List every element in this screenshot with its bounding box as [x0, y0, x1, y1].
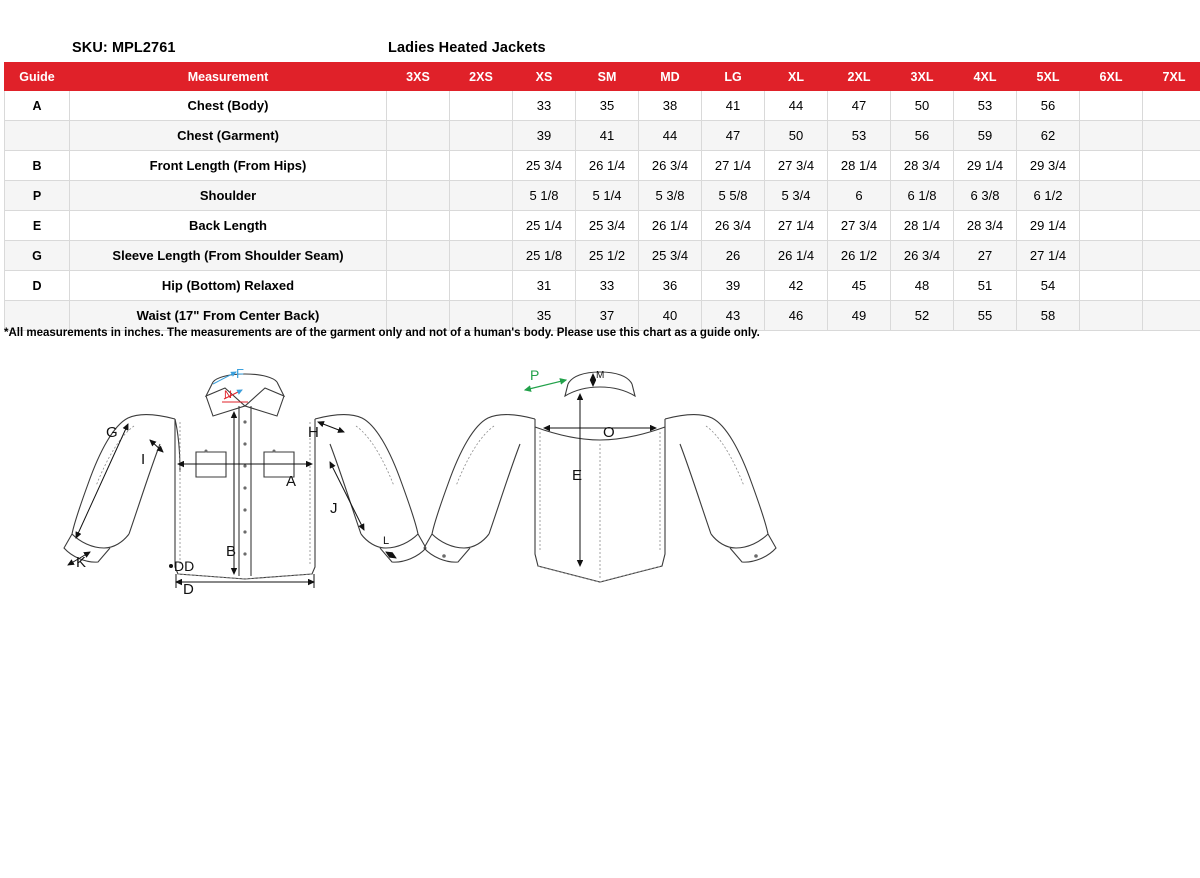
value-cell-xl: 26 1/4 [765, 241, 828, 271]
column-header-xs: XS [513, 63, 576, 91]
value-cell-md: 36 [639, 271, 702, 301]
table-row [5, 121, 1200, 151]
value-cell-sm: 26 1/4 [576, 151, 639, 181]
value-cell-2xl: 28 1/4 [828, 151, 891, 181]
value-cell-xl: 46 [765, 301, 828, 331]
value-cell-6xl [1080, 151, 1143, 181]
value-cell-md: 38 [639, 91, 702, 121]
value-cell-4xl: 27 [954, 241, 1017, 271]
column-header-3xl: 3XL [891, 63, 954, 91]
value-cell-2xs [450, 121, 513, 151]
column-header-7xl: 7XL [1143, 63, 1200, 91]
value-cell-3xs [387, 211, 450, 241]
value-cell-md: 5 3/8 [639, 181, 702, 211]
value-cell-7xl [1143, 241, 1200, 271]
value-cell-3xl: 28 1/4 [891, 211, 954, 241]
value-cell-2xs [450, 211, 513, 241]
value-cell-xl: 50 [765, 121, 828, 151]
value-cell-5xl: 27 1/4 [1017, 241, 1080, 271]
value-cell-lg: 47 [702, 121, 765, 151]
value-cell-3xl: 26 3/4 [891, 241, 954, 271]
value-cell-xs: 35 [513, 301, 576, 331]
guide-cell [5, 121, 70, 151]
diagram-label-DD: DD [174, 558, 195, 574]
column-header-6xl: 6XL [1080, 63, 1143, 91]
diagram-label-M: M [596, 370, 605, 381]
value-cell-6xl [1080, 241, 1143, 271]
column-header-sm: SM [576, 63, 639, 91]
value-cell-sm: 37 [576, 301, 639, 331]
value-cell-2xs [450, 91, 513, 121]
value-cell-5xl: 56 [1017, 91, 1080, 121]
measurement-cell: Chest (Garment) [70, 121, 387, 151]
measurement-cell: Hip (Bottom) Relaxed [70, 271, 387, 301]
value-cell-lg: 39 [702, 271, 765, 301]
diagram-label-H: H [308, 424, 319, 441]
value-cell-4xl: 55 [954, 301, 1017, 331]
size-chart-table [4, 62, 1200, 331]
value-cell-3xs [387, 181, 450, 211]
value-cell-4xl: 6 3/8 [954, 181, 1017, 211]
column-header-md: MD [639, 63, 702, 91]
value-cell-sm: 41 [576, 121, 639, 151]
value-cell-3xs [387, 151, 450, 181]
value-cell-6xl [1080, 181, 1143, 211]
guide-cell: P [5, 181, 70, 211]
value-cell-4xl: 53 [954, 91, 1017, 121]
measurement-cell: Waist (17" From Center Back) [70, 301, 387, 331]
diagram-label-I: I [141, 451, 146, 468]
value-cell-2xl: 6 [828, 181, 891, 211]
value-cell-2xl: 26 1/2 [828, 241, 891, 271]
value-cell-7xl [1143, 181, 1200, 211]
measurement-cell: Front Length (From Hips) [70, 151, 387, 181]
garment-diagram [0, 352, 1200, 622]
value-cell-xl: 5 3/4 [765, 181, 828, 211]
value-cell-xs: 33 [513, 91, 576, 121]
value-cell-6xl [1080, 211, 1143, 241]
diagram-label-B: B [226, 543, 237, 560]
value-cell-xs: 25 1/8 [513, 241, 576, 271]
table-row [5, 241, 1200, 271]
value-cell-5xl: 54 [1017, 271, 1080, 301]
front-garment-illustration [64, 374, 426, 579]
table-row [5, 301, 1200, 331]
value-cell-4xl: 51 [954, 271, 1017, 301]
value-cell-xl: 44 [765, 91, 828, 121]
diagram-label-L: L [383, 535, 390, 547]
value-cell-3xl: 28 3/4 [891, 151, 954, 181]
value-cell-sm: 35 [576, 91, 639, 121]
page-header [0, 40, 1200, 62]
value-cell-xs: 31 [513, 271, 576, 301]
value-cell-2xs [450, 241, 513, 271]
value-cell-3xs [387, 91, 450, 121]
value-cell-xl: 27 1/4 [765, 211, 828, 241]
value-cell-lg: 26 [702, 241, 765, 271]
product-title: Ladies Heated Jackets [388, 40, 546, 56]
value-cell-4xl: 28 3/4 [954, 211, 1017, 241]
value-cell-2xs [450, 271, 513, 301]
value-cell-lg: 27 1/4 [702, 151, 765, 181]
value-cell-2xl: 45 [828, 271, 891, 301]
value-cell-4xl: 59 [954, 121, 1017, 151]
value-cell-md: 40 [639, 301, 702, 331]
value-cell-3xl: 50 [891, 91, 954, 121]
guide-cell: E [5, 211, 70, 241]
value-cell-6xl [1080, 91, 1143, 121]
value-cell-2xl: 53 [828, 121, 891, 151]
value-cell-7xl [1143, 91, 1200, 121]
column-header-2xl: 2XL [828, 63, 891, 91]
value-cell-sm: 5 1/4 [576, 181, 639, 211]
value-cell-xs: 25 1/4 [513, 211, 576, 241]
value-cell-5xl: 29 1/4 [1017, 211, 1080, 241]
value-cell-3xs [387, 301, 450, 331]
guide-cell: D [5, 271, 70, 301]
value-cell-2xs [450, 301, 513, 331]
value-cell-7xl [1143, 301, 1200, 331]
measurement-cell: Sleeve Length (From Shoulder Seam) [70, 241, 387, 271]
value-cell-3xs [387, 241, 450, 271]
value-cell-7xl [1143, 121, 1200, 151]
diagram-label-A: A [286, 473, 297, 490]
value-cell-2xs [450, 181, 513, 211]
value-cell-3xs [387, 121, 450, 151]
value-cell-xl: 27 3/4 [765, 151, 828, 181]
diagram-label-F: F [236, 366, 244, 381]
measurement-footnote: *All measurements in inches. The measurements are of the garment only and not of a human's body. Please use this chart as a guide only. [4, 327, 760, 339]
value-cell-3xl: 52 [891, 301, 954, 331]
value-cell-2xs [450, 151, 513, 181]
value-cell-md: 26 3/4 [639, 151, 702, 181]
value-cell-4xl: 29 1/4 [954, 151, 1017, 181]
value-cell-6xl [1080, 121, 1143, 151]
value-cell-xs: 25 3/4 [513, 151, 576, 181]
measurement-cell: Back Length [70, 211, 387, 241]
value-cell-2xl: 47 [828, 91, 891, 121]
sku-label: SKU: MPL2761 [72, 40, 176, 56]
value-cell-lg: 43 [702, 301, 765, 331]
column-header-xl: XL [765, 63, 828, 91]
value-cell-md: 44 [639, 121, 702, 151]
diagram-label-N: N [224, 389, 232, 401]
value-cell-5xl: 58 [1017, 301, 1080, 331]
measurement-cell: Chest (Body) [70, 91, 387, 121]
value-cell-lg: 26 3/4 [702, 211, 765, 241]
table-header-row [5, 63, 1200, 91]
table-row [5, 91, 1200, 121]
value-cell-5xl: 29 3/4 [1017, 151, 1080, 181]
diagram-label-G: G [106, 424, 118, 441]
guide-cell [5, 301, 70, 331]
diagram-label-E: E [572, 467, 583, 484]
column-header-4xl: 4XL [954, 63, 1017, 91]
guide-cell: A [5, 91, 70, 121]
table-row [5, 271, 1200, 301]
value-cell-7xl [1143, 211, 1200, 241]
guide-cell: B [5, 151, 70, 181]
column-header-measurement: Measurement [70, 63, 387, 91]
value-cell-5xl: 6 1/2 [1017, 181, 1080, 211]
value-cell-7xl [1143, 151, 1200, 181]
value-cell-6xl [1080, 301, 1143, 331]
table-row [5, 211, 1200, 241]
measurement-cell: Shoulder [70, 181, 387, 211]
value-cell-5xl: 62 [1017, 121, 1080, 151]
table-row [5, 181, 1200, 211]
value-cell-6xl [1080, 271, 1143, 301]
value-cell-xl: 42 [765, 271, 828, 301]
value-cell-7xl [1143, 271, 1200, 301]
value-cell-sm: 33 [576, 271, 639, 301]
diagram-label-D: D [183, 581, 194, 598]
value-cell-md: 25 3/4 [639, 241, 702, 271]
value-cell-3xl: 48 [891, 271, 954, 301]
guide-cell: G [5, 241, 70, 271]
column-header-lg: LG [702, 63, 765, 91]
value-cell-lg: 41 [702, 91, 765, 121]
value-cell-xs: 39 [513, 121, 576, 151]
column-header-2xs: 2XS [450, 63, 513, 91]
value-cell-sm: 25 3/4 [576, 211, 639, 241]
value-cell-2xl: 49 [828, 301, 891, 331]
column-header-5xl: 5XL [1017, 63, 1080, 91]
column-header-3xs: 3XS [387, 63, 450, 91]
diagram-label-J: J [330, 500, 338, 517]
diagram-label-O: O [603, 424, 615, 441]
value-cell-3xs [387, 271, 450, 301]
value-cell-3xl: 6 1/8 [891, 181, 954, 211]
column-header-guide: Guide [5, 63, 70, 91]
value-cell-md: 26 1/4 [639, 211, 702, 241]
value-cell-sm: 25 1/2 [576, 241, 639, 271]
diagram-label-K: K [76, 554, 87, 571]
diagram-label-P: P [530, 367, 540, 383]
value-cell-xs: 5 1/8 [513, 181, 576, 211]
value-cell-lg: 5 5/8 [702, 181, 765, 211]
value-cell-3xl: 56 [891, 121, 954, 151]
value-cell-2xl: 27 3/4 [828, 211, 891, 241]
table-row [5, 151, 1200, 181]
